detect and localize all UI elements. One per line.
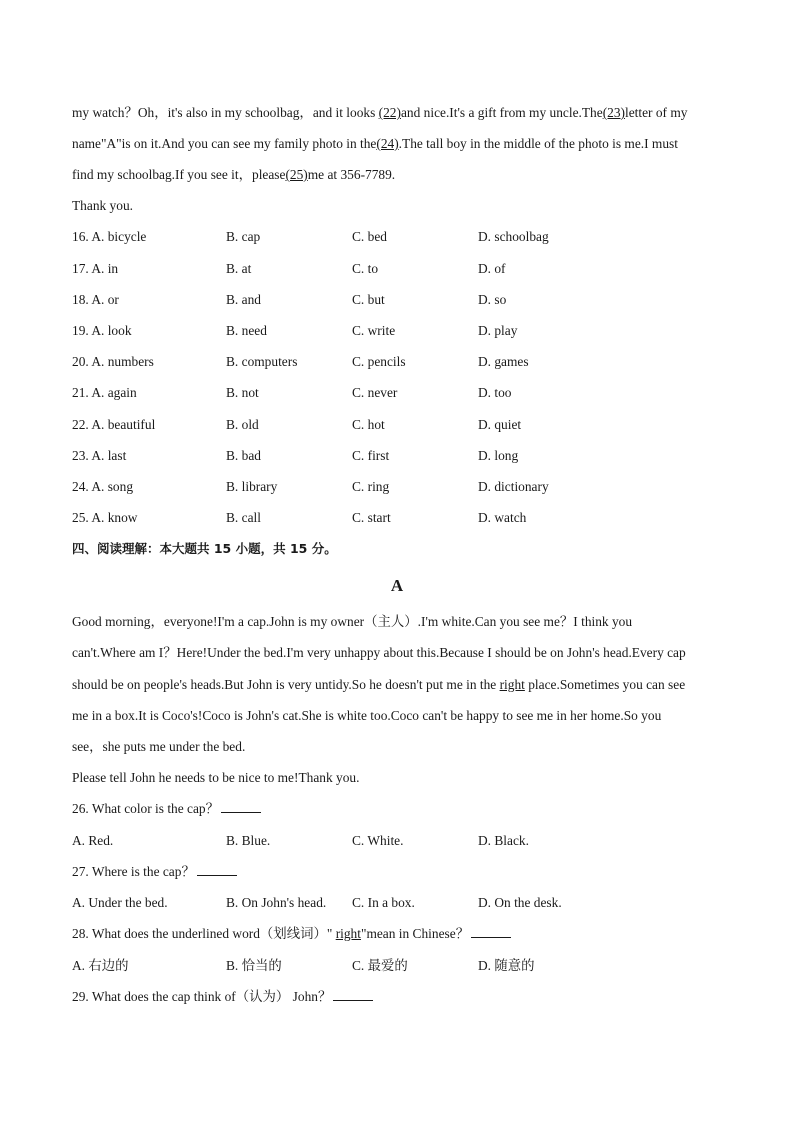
question-text: 28. What does the underlined word（划线词）" — [72, 926, 336, 941]
answer-blank[interactable] — [333, 988, 373, 1001]
passage-title: A — [390, 576, 404, 595]
question-text: 29. What does the cap think of（认为） John？ — [72, 989, 332, 1004]
reading-passage-line: can't.Where am I？Here!Under the bed.I'm very unhappy about this.Because I should be on John's head.Every cap — [72, 645, 686, 660]
answer-blank[interactable] — [221, 800, 261, 813]
option-c: C. bed — [352, 229, 387, 244]
option-a: 20. A. numbers — [72, 354, 154, 369]
passage-text: my watch？Oh，it's also in my schoolbag，and it looks — [72, 105, 379, 120]
question-row-19 — [72, 322, 752, 340]
reading-passage-line: me in a box.It is Coco's!Coco is John's cat.She is white too.Coco can't be happy to see me in her home.So you — [72, 708, 662, 723]
option-a: 21. A. again — [72, 385, 137, 400]
passage-text: and nice.It's a gift from my uncle.The — [400, 105, 603, 120]
option-d: D. 随意的 — [478, 958, 535, 973]
option-a: 17. A. in — [72, 261, 119, 276]
section-heading: 四、阅读理解：本大题共 15 小题，共 15 分。 — [72, 541, 337, 556]
reading-passage-line: Please tell John he needs to be nice to me!Thank you. — [72, 770, 360, 785]
question-text: 27. Where is the cap？ — [72, 864, 195, 879]
option-c: C. 最爱的 — [352, 958, 408, 973]
question-row-25 — [72, 509, 752, 527]
cloze-passage-line-2 — [72, 135, 678, 153]
reading-passage-line: see，she puts me under the bed. — [72, 739, 246, 754]
option-b: B. and — [226, 292, 261, 307]
option-a: 16. A. bicycle — [72, 229, 147, 244]
question-options-28 — [72, 957, 752, 975]
option-a: 22. A. beautiful — [72, 417, 156, 432]
question-row-18 — [72, 291, 752, 309]
option-d: D. On the desk. — [478, 895, 562, 910]
option-a: 24. A. song — [72, 479, 134, 494]
option-a: A. 右边的 — [72, 958, 129, 973]
option-a: A. Under the bed. — [72, 895, 168, 910]
option-d: D. watch — [478, 510, 527, 525]
question-row-17 — [72, 260, 752, 278]
option-b: B. need — [226, 323, 267, 338]
option-c: C. White. — [352, 833, 404, 848]
blank-marker-22: (22) — [378, 105, 401, 120]
option-d: D. Black. — [478, 833, 529, 848]
option-c: C. start — [352, 510, 391, 525]
option-b: B. call — [226, 510, 261, 525]
underlined-word: right — [335, 926, 361, 941]
question-options-27 — [72, 894, 752, 912]
question-text: "mean in Chinese？ — [360, 926, 470, 941]
option-b: B. computers — [226, 354, 298, 369]
question-row-22 — [72, 416, 752, 434]
option-d: D. so — [478, 292, 507, 307]
passage-text: find my schoolbag.If you see it，please — [72, 167, 286, 182]
question-row-16 — [72, 228, 752, 246]
option-b: B. 恰当的 — [226, 958, 282, 973]
option-d: D. dictionary — [478, 479, 549, 494]
option-c: C. ring — [352, 479, 390, 494]
blank-marker-24: (24) — [376, 136, 399, 151]
blank-marker-25: (25) — [285, 167, 308, 182]
option-a: 23. A. last — [72, 448, 127, 463]
cloze-passage-line-3 — [72, 166, 395, 184]
passage-text: me at 356-7789. — [307, 167, 396, 182]
option-b: B. old — [226, 417, 259, 432]
option-c: C. to — [352, 261, 379, 276]
question-row-24 — [72, 478, 752, 496]
answer-blank[interactable] — [197, 863, 237, 876]
option-a: 25. A. know — [72, 510, 138, 525]
answer-blank[interactable] — [471, 925, 511, 938]
reading-passage-line: Good morning，everyone!I'm a cap.John is my owner（主人）.I'm white.Can you see me？I think you — [72, 614, 633, 629]
reading-passage-line — [72, 676, 685, 694]
question-row-21 — [72, 384, 752, 402]
option-b: B. Blue. — [226, 833, 271, 848]
option-c: C. pencils — [352, 354, 406, 369]
option-c: C. write — [352, 323, 396, 338]
passage-text: .The tall boy in the middle of the photo is me.I must — [398, 136, 678, 151]
question-row-20 — [72, 353, 752, 371]
underlined-word: right — [499, 677, 525, 692]
option-d: D. of — [478, 261, 506, 276]
option-b: B. library — [226, 479, 278, 494]
option-b: B. On John's head. — [226, 895, 327, 910]
option-d: D. schoolbag — [478, 229, 549, 244]
question-stem-28 — [72, 925, 511, 943]
option-c: C. hot — [352, 417, 385, 432]
option-c: C. never — [352, 385, 398, 400]
option-b: B. bad — [226, 448, 261, 463]
option-b: B. cap — [226, 229, 261, 244]
passage-text: letter of my — [625, 105, 688, 120]
option-b: B. not — [226, 385, 259, 400]
option-b: B. at — [226, 261, 252, 276]
passage-text: name"A"is on it.And you can see my family photo in the — [72, 136, 377, 151]
option-d: D. games — [478, 354, 529, 369]
option-d: D. quiet — [478, 417, 522, 432]
option-c: C. In a box. — [352, 895, 415, 910]
passage-text: should be on people's heads.But John is very untidy.So he doesn't put me in the — [72, 677, 500, 692]
option-a: 19. A. look — [72, 323, 132, 338]
question-stem-29 — [72, 988, 373, 1006]
option-d: D. long — [478, 448, 519, 463]
cloze-passage-closing: Thank you. — [72, 198, 133, 213]
option-d: D. too — [478, 385, 512, 400]
option-c: C. first — [352, 448, 390, 463]
option-a: A. Red. — [72, 833, 114, 848]
question-stem-27 — [72, 863, 237, 881]
blank-marker-23: (23) — [602, 105, 625, 120]
question-text: 26. What color is the cap？ — [72, 801, 220, 816]
option-a: 18. A. or — [72, 292, 119, 307]
passage-text: place.Sometimes you can see — [524, 677, 686, 692]
question-row-23 — [72, 447, 752, 465]
cloze-passage-line-1 — [72, 104, 687, 122]
option-d: D. play — [478, 323, 518, 338]
question-stem-26 — [72, 800, 261, 818]
option-c: C. but — [352, 292, 385, 307]
question-options-26 — [72, 832, 752, 850]
